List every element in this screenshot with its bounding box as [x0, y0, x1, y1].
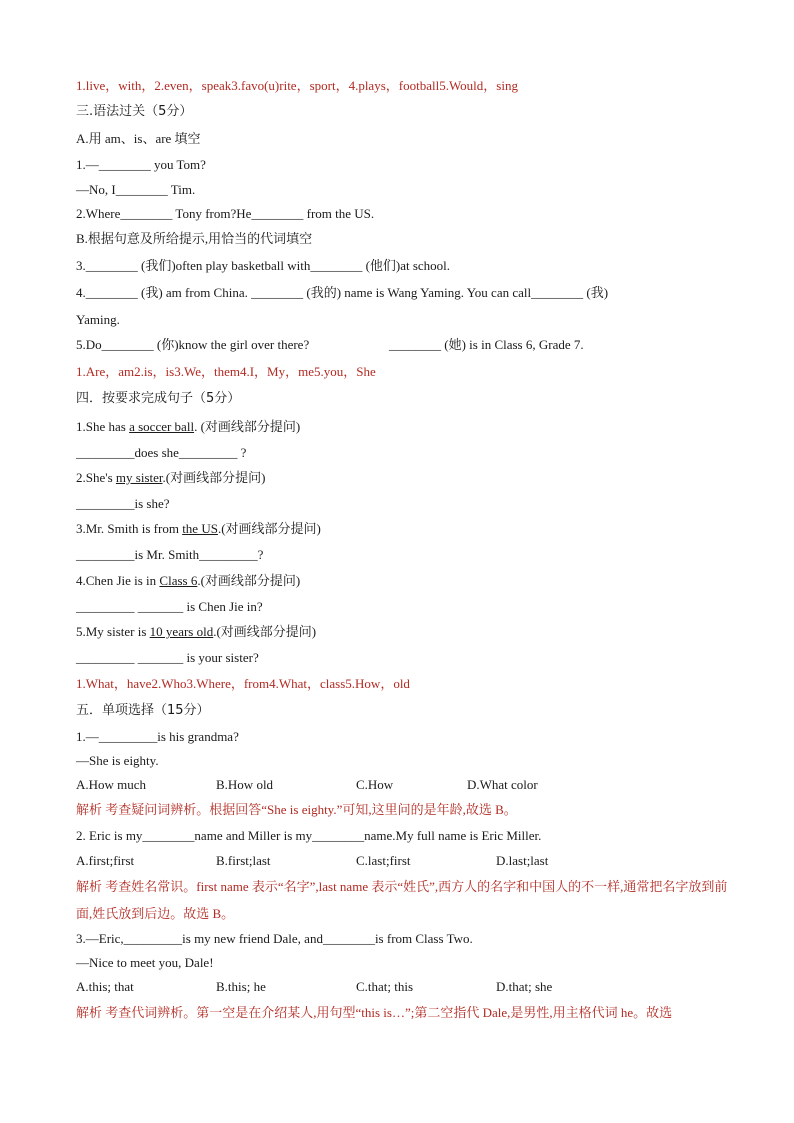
question-text: —She is eighty.	[76, 753, 159, 768]
underlined-phrase: Class 6	[159, 573, 198, 588]
question-text: 1.—_________is his grandma?	[76, 729, 239, 744]
option-d: D.What color	[467, 777, 538, 792]
option-c: C.How	[356, 777, 394, 792]
option-b: B.How old	[216, 777, 274, 792]
question-text: Yaming.	[76, 312, 120, 327]
answer-blank-line: _________ _______ is Chen Jie in?	[76, 599, 263, 614]
answer-blank-line: _________does she_________ ?	[76, 445, 247, 460]
answer-line-section2: 1.live，with，2.even，speak3.favo(u)rite，sport，4.plays，football5.Would，sing	[76, 78, 518, 93]
underlined-phrase: my sister	[115, 470, 163, 485]
question-text: 4.________ (我) am from China. ________ (我的) name is Wang Yaming. You can call________ (我)	[76, 285, 609, 300]
question-text: 2.She's my sister.(对画线部分提问)	[76, 470, 266, 485]
option-a: A.first;first	[76, 853, 135, 868]
explanation-text: 解析 考查代词辨析。第一空是在介绍某人,用句型“this is…”;第二空指代 Dale,是男性,用主格代词 he。故选	[76, 1005, 673, 1020]
question-text: 3.Mr. Smith is from the US.(对画线部分提问)	[76, 521, 321, 536]
section3-title: 三.语法过关（5分）	[76, 104, 193, 119]
option-d: D.that; she	[496, 979, 553, 994]
answer-blank-line: _________is Mr. Smith_________?	[76, 547, 264, 562]
answer-line-section3: 1.Are，am2.is，is3.We，them4.I，My，me5.you，She	[76, 364, 376, 379]
question-text: 3.________ (我们)often play basketball with________ (他们)at school.	[76, 258, 451, 273]
question-text: 2.Where________ Tony from?He________ from the US.	[76, 206, 375, 221]
section5-title: 五．单项选择（15分）	[76, 703, 210, 718]
underlined-phrase: a soccer ball	[129, 419, 195, 434]
explanation-text: 解析 考查疑问词辨析。根据回答“She is eighty.”可知,这里问的是年龄,故选 B。	[76, 802, 517, 817]
option-a: A.How much	[76, 777, 147, 792]
answer-blank-line: _________ _______ is your sister?	[76, 650, 259, 665]
question-text: —Nice to meet you, Dale!	[76, 955, 214, 970]
section4-title: 四．按要求完成句子（5分）	[76, 391, 241, 406]
question-row	[76, 336, 734, 354]
underlined-phrase: the US	[182, 521, 218, 536]
question-text: 1.—________ you Tom?	[76, 157, 206, 172]
underlined-phrase: 10 years old	[149, 624, 214, 639]
option-d: D.last;last	[496, 853, 549, 868]
question-text: 5.My sister is 10 years old.(对画线部分提问)	[76, 624, 317, 639]
option-b: B.first;last	[216, 853, 271, 868]
explanation-text: 解析 考查姓名常识。first name 表示“名字”,last name 表示“姓氏”,西方人的名字和中国人的不一样,通常把名字放到前面,姓氏放到后边。故选 B。	[76, 879, 728, 921]
question-text: ________ (她) is in Class 6, Grade 7.	[389, 337, 584, 352]
option-c: C.last;first	[356, 853, 411, 868]
question-text: 3.—Eric,_________is my new friend Dale, and________is from Class Two.	[76, 931, 473, 946]
section3-part-a-instruction: A.用 am、is、are 填空	[76, 131, 201, 146]
option-b: B.this; he	[216, 979, 266, 994]
section3-part-b-instruction: B.根据句意及所给提示,用恰当的代词填空	[76, 231, 313, 246]
question-text: —No, I________ Tim.	[76, 182, 196, 197]
question-text: 5.Do________ (你)know the girl over there?	[76, 337, 310, 352]
question-text: 1.She has a soccer ball. (对画线部分提问)	[76, 419, 301, 434]
option-c: C.that; this	[356, 979, 414, 994]
question-text: 4.Chen Jie is in Class 6.(对画线部分提问)	[76, 573, 301, 588]
answer-line-section4: 1.What，have2.Who3.Where，from4.What，class5.How，old	[76, 676, 410, 691]
option-a: A.this; that	[76, 979, 134, 994]
question-text: 2. Eric is my________name and Miller is my________name.My full name is Eric Miller.	[76, 828, 542, 843]
answer-blank-line: _________is she?	[76, 496, 170, 511]
